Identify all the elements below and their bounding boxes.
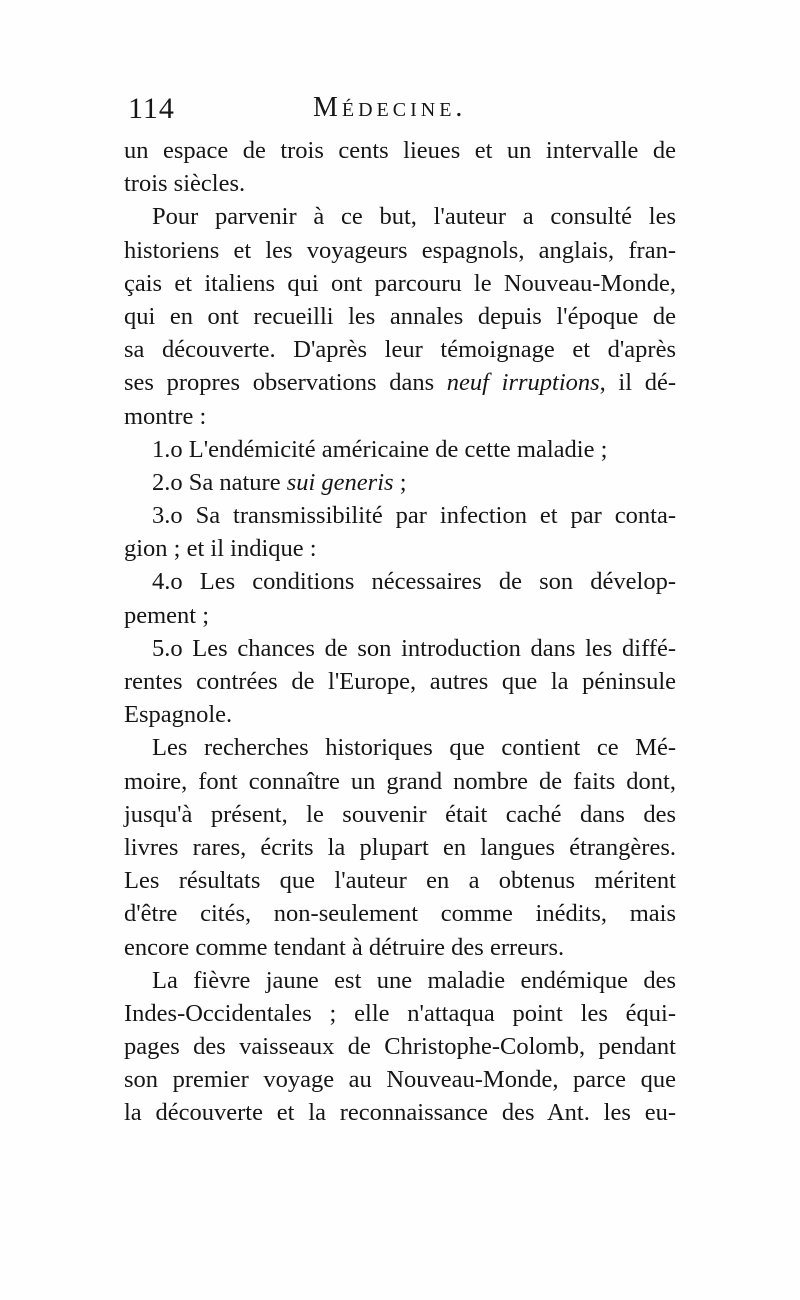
text-line: Espagnole. [124,701,233,729]
text-line: 5.o Les chances de son introduction dans les diffé- [152,634,676,662]
text-line: trois siècles. [124,170,246,198]
text-line: ses propres observations dans neuf irruptions, il dé- [124,369,676,397]
page-number: 114 [128,92,175,125]
text-line: 4.o Les conditions nécessaires de son dévelop- [152,568,676,596]
text-line: sa découverte. D'après leur témoignage et d'après [124,336,676,364]
text-line: un espace de trois cents lieues et un intervalle de [124,137,676,164]
text-line: La fièvre jaune est une maladie endémique des [152,966,676,994]
text-line: 2.o Sa nature sui generis ; [152,468,407,496]
text-line: çais et italiens qui ont parcouru le Nouveau-Monde, [124,269,676,297]
text-line: pement ; [124,601,210,629]
text-line: d'être cités, non-seulement comme inédits, mais [124,900,676,928]
text-line: historiens et les voyageurs espagnols, anglais, fran- [124,236,676,264]
running-head: Médecine. [313,92,467,123]
page-header [128,92,688,132]
body-text [124,134,676,1130]
text-line: la découverte et la reconnaissance des Ant. les eu- [124,1099,676,1127]
text-line: Pour parvenir à ce but, l'auteur a consulté les [152,203,676,231]
text-line: livres rares, écrits la plupart en langues étrangères. [124,833,676,861]
text-line: Les recherches historiques que contient ce Mé- [152,734,676,762]
text-line: qui en ont recueilli les annales depuis l'époque de [124,302,676,330]
text-line: encore comme tendant à détruire des erreurs. [124,933,565,961]
text-line: 3.o Sa transmissibilité par infection et par conta- [152,502,676,530]
text-line: jusqu'à présent, le souvenir était caché dans des [124,800,676,828]
text-line: Indes-Occidentales ; elle n'attaqua point les équi- [124,999,676,1027]
text-line: pages des vaisseaux de Christophe-Colomb, pendant [124,1033,676,1061]
text-line: Les résultats que l'auteur en a obtenus méritent [124,867,676,895]
text-line: 1.o L'endémicité américaine de cette maladie ; [152,435,608,463]
text-line: montre : [124,402,207,430]
text-line: son premier voyage au Nouveau-Monde, parce que [124,1066,676,1094]
text-line: rentes contrées de l'Europe, autres que la péninsule [124,668,676,695]
text-line: moire, font connaître un grand nombre de faits dont, [124,767,676,795]
text-line: gion ; et il indique : [124,535,317,563]
